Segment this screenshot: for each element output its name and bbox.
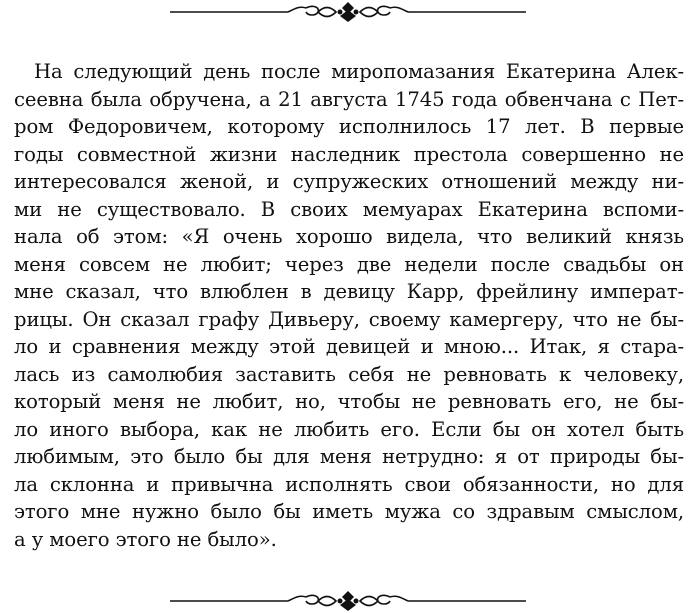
- paragraph-line: ло и сравнения между этой девицей и мною... Итак, я стара-: [14, 335, 684, 358]
- paragraph-line: интересовался женой, и супружеских отношений между ни-: [14, 170, 684, 193]
- paragraph-line: На следующий день после миропомазания Екатерина Алек-: [34, 60, 684, 83]
- ornamental-divider-top: [0, 0, 696, 24]
- paragraph-line: меня совсем не любит; через две недели после свадьбы он: [14, 252, 684, 276]
- paragraph-line: годы совместной жизни наследник престола совершенно не: [14, 142, 684, 166]
- paragraph-line: мне сказал, что влюблен в девицу Карр, фрейлину императ-: [14, 280, 684, 303]
- paragraph-line: который меня не любит, но, чтобы не ревновать его, не бы-: [14, 390, 684, 413]
- paragraph-line: этого мне нужно было бы иметь мужа со здравым смыслом,: [14, 500, 684, 523]
- paragraph: [14, 58, 684, 553]
- paragraph-line: ла склонна и привычна исполнять свои обязанности, но для: [14, 472, 684, 496]
- paragraph-line: ми не существовало. В своих мемуарах Екатерина вспоми-: [14, 197, 684, 221]
- paragraph-line: любимым, это было бы для меня нетрудно: я от природы бы-: [14, 445, 684, 468]
- paragraph-line: рицы. Он сказал графу Дивьеру, своему камергеру, что не бы-: [14, 307, 684, 331]
- paragraph-line: ло иного выбора, как не любить его. Если бы он хотел быть: [14, 417, 684, 441]
- paragraph-line: лась из самолюбия заставить себя не ревновать к человеку,: [14, 362, 684, 386]
- paragraph-line: ром Федоровичем, которому исполнилось 17 лет. В первые: [14, 115, 684, 138]
- ornamental-divider-bottom: [0, 589, 696, 613]
- paragraph-line: нала об этом: «Я очень хорошо видела, что великий князь: [14, 225, 684, 248]
- paragraph-line: а у моего этого не было».: [14, 527, 277, 551]
- paragraph-line: сеевна была обручена, а 21 августа 1745 года обвенчана с Пет-: [14, 87, 684, 111]
